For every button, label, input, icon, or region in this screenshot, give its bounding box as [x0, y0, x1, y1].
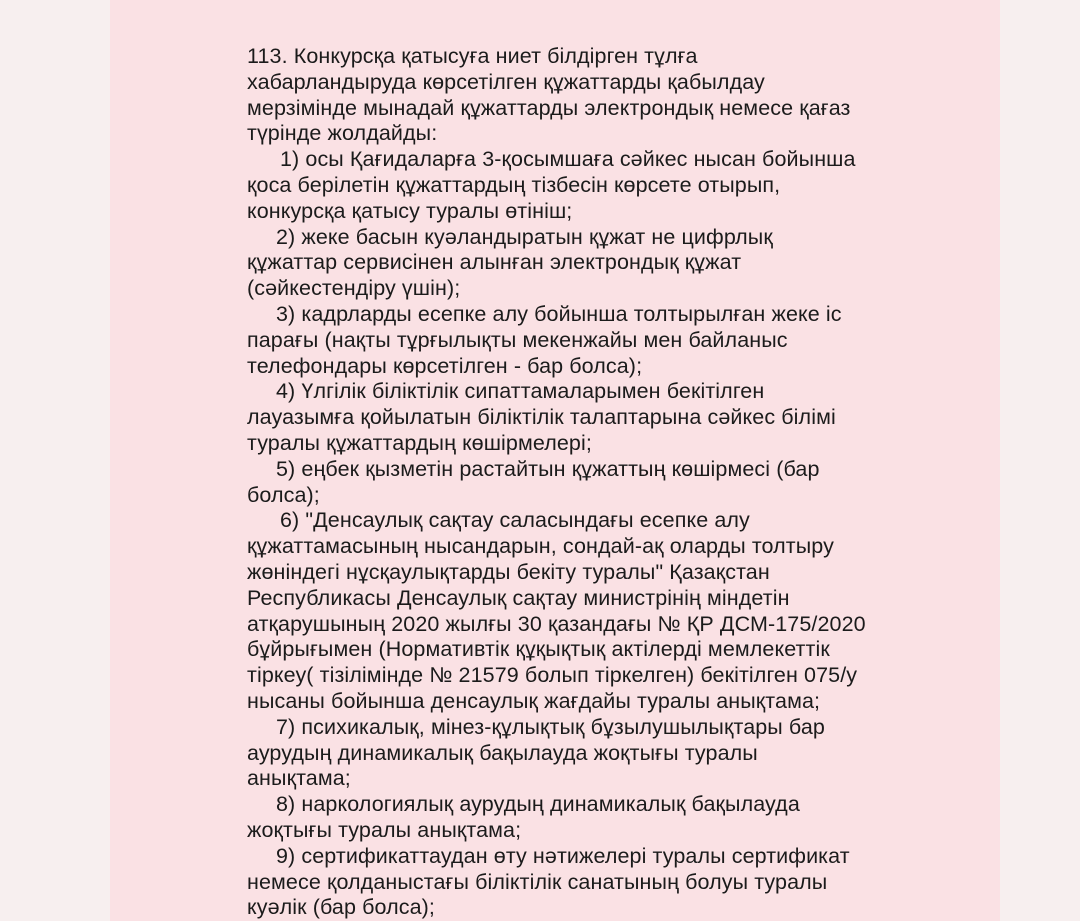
text-line: телефондары көрсетілген - бар болса);: [247, 353, 643, 378]
text-line: 3) кадрларды есепке алу бойынша толтырылған жеке іс: [276, 301, 842, 326]
text-line: анықтама;: [247, 766, 351, 791]
text-line: нысаны бойынша денсаулық жағдайы туралы анықтама;: [247, 688, 821, 713]
text-line: конкурсқа қатысу туралы өтініш;: [247, 198, 573, 223]
text-line: 8) наркологиялық аурудың динамикалық бақылауда: [276, 792, 800, 817]
text-line: бұйрығымен (Нормативтік құқықтық актілерді мемлекеттік: [247, 637, 830, 662]
text-line: лауазымға қойылатын біліктілік талаптарына сәйкес білімі: [247, 405, 836, 430]
text-line: 5) еңбек қызметін растайтын құжаттың көшірмесі (бар: [276, 456, 820, 481]
text-line: жөніндегі нұсқаулықтарды бекіту туралы" Қазақстан: [247, 559, 770, 584]
text-line: 4) Үлгілік біліктілік сипаттамаларымен бекітілген: [276, 379, 765, 404]
text-line: 7) психикалық, мінез-құлықтық бұзылушылықтары бар: [276, 714, 825, 739]
text-line: түрінде жолдайды:: [247, 121, 438, 146]
text-line: 9) сертификаттаудан өту нәтижелері туралы сертификат: [276, 843, 850, 868]
text-line: (сәйкестендіру үшін);: [247, 276, 461, 301]
text-line: жоқтығы туралы анықтама;: [247, 817, 522, 842]
text-line: атқарушының 2020 жылғы 30 қазандағы № ҚР ДСМ-175/2020: [247, 611, 866, 636]
text-line: 113. Конкурсқа қатысуға ниет білдірген тұлға: [247, 44, 698, 68]
text-line: 2) жеке басын куәландыратын құжат не цифрлық: [276, 224, 773, 249]
text-line: парағы (нақты тұрғылықты мекенжайы мен байланыс: [247, 327, 788, 352]
text-line: құжаттар сервисінен алынған электрондық құжат: [247, 250, 742, 275]
text-line: құжаттамасының нысандарын, сондай-ақ оларды толтыру: [247, 534, 834, 559]
text-line: мерзімінде мынадай құжаттарды электрондық немесе қағаз: [247, 95, 851, 120]
text-line: туралы құжаттардың көшірмелері;: [247, 430, 592, 455]
left-margin: [0, 0, 110, 921]
text-line: куәлік (бар болса);: [247, 895, 436, 920]
right-margin: [1000, 0, 1080, 921]
document-text: [247, 44, 887, 921]
text-line: Республикасы Денсаулық сақтау министрінің міндетін: [247, 585, 790, 610]
text-line: тіркеу( тізілімінде № 21579 болып тіркелген) бекітілген 075/у: [247, 663, 858, 688]
text-line: 1) осы Қағидаларға 3-қосымшаға сәйкес нысан бойынша: [280, 147, 856, 172]
text-line: немесе қолданыстағы біліктілік санатының болуы туралы: [247, 869, 828, 894]
text-line: қоса берілетін құжаттардың тізбесін көрсете отырып,: [247, 172, 781, 197]
text-line: болса);: [247, 482, 320, 507]
text-line: 6) "Денсаулық сақтау саласындағы есепке алу: [280, 508, 750, 533]
text-line: аурудың динамикалық бақылауда жоқтығы туралы: [247, 740, 758, 765]
text-line: хабарландыруда көрсетілген құжаттарды қабылдау: [247, 69, 765, 94]
